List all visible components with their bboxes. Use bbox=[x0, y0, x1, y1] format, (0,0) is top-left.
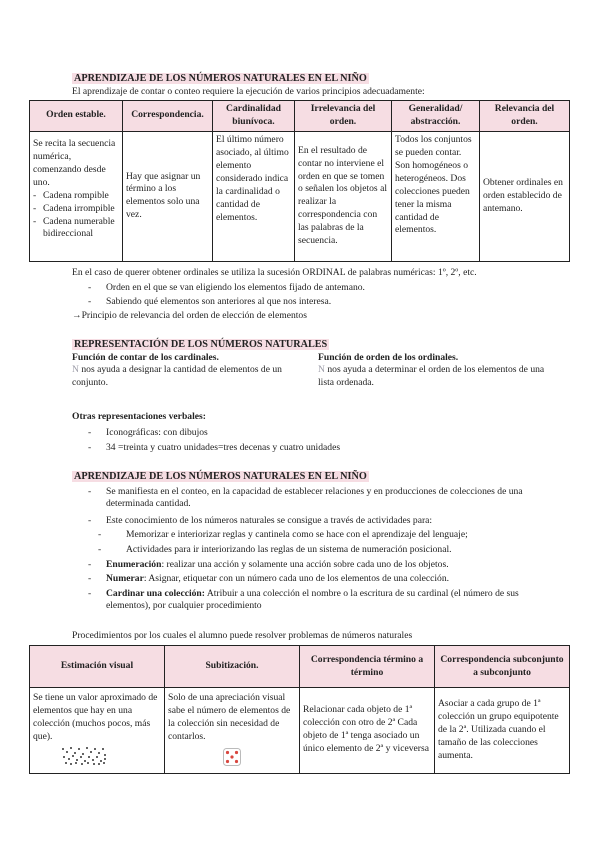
cell-termino-a-termino: Relacionar cada objeto de 1ª colección con otro de 2ª Cada objeto de 1ª tenga asociado un único elemento de 2ª y viceversa bbox=[300, 688, 435, 774]
other-item-text: Iconográficas: con dibujos bbox=[106, 427, 208, 438]
ordinal-function-text bbox=[318, 364, 548, 389]
other-item-1: - Iconográficas: con dibujos bbox=[88, 427, 548, 439]
ordinal-item-text: Orden en el que se van eligiendo los elementos fijado de antemano. bbox=[106, 282, 365, 293]
numerar-label: Numerar bbox=[106, 573, 144, 584]
list-item: - Cadena numerable bidireccional bbox=[33, 216, 119, 242]
scattered-dots-icon bbox=[61, 746, 107, 766]
cardinal-function-text bbox=[72, 364, 300, 389]
header-subitizacion: Subitización. bbox=[165, 646, 300, 688]
ordinal-function-title: Función de orden de los ordinales. bbox=[318, 352, 459, 363]
learning-item-4: - Numerar: Asignar, etiquetar con un número cada uno de los elementos de una colección. bbox=[88, 573, 450, 584]
ordinal-line: En el caso de querer obtener ordinales se utiliza la sucesión ORDINAL de palabras numéricas: 1º, 2º, etc. bbox=[72, 267, 477, 278]
ordinal-item-1: - Orden en el que se van eligiendo los elementos fijado de antemano. bbox=[88, 282, 548, 294]
principles-body-row bbox=[30, 131, 570, 261]
learning-subitem-text: Memorizar e interiorizar reglas y cantinela como se hace con el aprendizaje del lenguaje; bbox=[126, 529, 468, 540]
header-correspondencia: Correspondencia. bbox=[123, 101, 213, 132]
cell-relevancia: Obtener ordinales en orden establecido de antemano. bbox=[480, 131, 570, 261]
cell-subconjunto: Asociar a cada grupo de 1ª colección un grupo equipotente de la 2ª. Utilizada cuando el tamaño de las colecciones aumenta. bbox=[435, 688, 570, 774]
procedures-body-row bbox=[30, 688, 570, 774]
cardinar-label: Cardinar una colección: bbox=[106, 588, 205, 599]
cell-estimacion-visual bbox=[30, 688, 165, 774]
learning-subitem-2: - Actividades para ir interiorizando las reglas de un sistema de numeración posicional. bbox=[98, 544, 548, 556]
die-icon bbox=[223, 748, 241, 766]
header-subconjunto: Correspondencia subconjunto a subconjunto bbox=[435, 646, 570, 688]
learning-item-text: Este conocimiento de los números naturales se consigue a través de actividades para: bbox=[106, 515, 433, 526]
section1-heading bbox=[72, 72, 369, 85]
cell-orden-estable bbox=[30, 131, 123, 261]
ordinal-item-text: Sabiendo qué elementos son anteriores al que nos interesa. bbox=[106, 296, 332, 307]
header-irrelevancia: Irrelevancia del orden. bbox=[295, 101, 392, 132]
cell-correspondencia: Hay que asignar un término a los elementos solo una vez. bbox=[123, 131, 213, 261]
list-item: - Cadena rompible bbox=[33, 190, 119, 203]
section1-intro: El aprendizaje de contar o conteo requiere la ejecución de varios principios adecuadamente: bbox=[72, 86, 425, 97]
principles-table bbox=[29, 100, 570, 262]
learning-item-3: - Enumeración: realizar una acción y solamente una acción sobre cada uno de los objetos. bbox=[88, 559, 449, 570]
estimacion-text: Se tiene un valor aproximado de elementos que hay en una colección (muchos pocos, más que). bbox=[33, 692, 158, 742]
ordinal-function-desc: nos ayuda a determinar el orden de los elementos de una lista ordenada. bbox=[318, 364, 545, 388]
learning-item-text: Se manifiesta en el conteo, en la capacidad de establecer relaciones y en producciones de colecciones de una determinada cantidad. bbox=[106, 486, 523, 510]
cell-generalidad: Todos los conjuntos se pueden contar. Son homogéneos o heterogéneos. Dos colecciones pueden tener la misma cantidad de elementos. bbox=[392, 131, 480, 261]
procedures-intro: Procedimientos por los cuales el alumno puede resolver problemas de números naturales bbox=[72, 630, 413, 641]
cardinal-function-block bbox=[72, 352, 300, 389]
learning-item-2: - Este conocimiento de los números naturales se consigue a través de actividades para: bbox=[88, 515, 548, 527]
other-item-2: - 34 =treinta y cuatro unidades=tres decenas y cuatro unidades bbox=[88, 442, 548, 454]
procedures-table bbox=[29, 645, 570, 774]
naturals-symbol: N bbox=[72, 364, 79, 376]
enumeracion-text: : realizar una acción y solamente una acción sobre cada uno de los objetos. bbox=[161, 559, 449, 570]
header-cardinalidad: Cardinalidad biunívoca. bbox=[213, 101, 295, 132]
section3-title: APRENDIZAJE DE LOS NÚMEROS NATURALES EN EL NIÑO bbox=[74, 471, 367, 482]
procedures-header-row bbox=[30, 646, 570, 688]
header-termino-a-termino: Correspondencia término a término bbox=[300, 646, 435, 688]
cardinal-function-desc: nos ayuda a designar la cantidad de elementos de un conjunto. bbox=[72, 364, 282, 388]
ordinal-item-2: - Sabiendo qué elementos son anteriores al que nos interesa. bbox=[88, 296, 548, 308]
learning-item-1: - Se manifiesta en el conteo, en la capacidad de establecer relaciones y en producciones de colecciones de una determinada cantidad. bbox=[88, 486, 548, 511]
learning-subitem-text: Actividades para ir interiorizando las reglas de un sistema de numeración posicional. bbox=[126, 544, 452, 555]
cell-subitizacion bbox=[165, 688, 300, 774]
list-item: - Cadena irrompible bbox=[33, 203, 119, 216]
naturals-symbol: N bbox=[318, 364, 325, 376]
header-generalidad: Generalidad/ abstracción. bbox=[392, 101, 480, 132]
section3-heading bbox=[72, 470, 369, 483]
principles-header-row bbox=[30, 101, 570, 132]
section1-title: APRENDIZAJE DE LOS NÚMEROS NATURALES EN EL NIÑO bbox=[74, 73, 367, 84]
section2-title: REPRESENTACIÓN DE LOS NÚMEROS NATURALES bbox=[74, 339, 328, 350]
learning-item-5: - Cardinar una colección: Atribuir a una colección el nombre o la escritura de su cardinal (el número de sus elementos), por cualquier procedimiento bbox=[88, 588, 519, 612]
header-estimacion-visual: Estimación visual bbox=[30, 646, 165, 688]
chain-list bbox=[33, 190, 119, 242]
header-relevancia: Relevancia del orden. bbox=[480, 101, 570, 132]
cell-cardinalidad: El último número asociado, al último elemento considerado indica la cardinalidad o cantidad de elementos. bbox=[213, 131, 295, 261]
subitizacion-text: Solo de una apreciación visual sabe el número de elementos de la colección sin necesidad de contarlos. bbox=[168, 692, 291, 742]
other-representations-title: Otras representaciones verbales: bbox=[72, 411, 206, 422]
other-item-text: 34 =treinta y cuatro unidades=tres decenas y cuatro unidades bbox=[106, 442, 341, 453]
section2-heading bbox=[72, 338, 329, 351]
enumeracion-label: Enumeración bbox=[106, 559, 162, 570]
cell-irrelevancia: En el resultado de contar no interviene el orden en que se tomen o señalen los objetos al realizar la correspondencia con las palabras de la secuencia. bbox=[295, 131, 392, 261]
cardinal-function-title: Función de contar de los cardinales. bbox=[72, 352, 219, 363]
relevance-principle-line: →Principio de relevancia del orden de elección de elementos bbox=[72, 310, 307, 321]
numerar-text: : Asignar, etiquetar con un número cada uno de los elementos de una colección. bbox=[143, 573, 450, 584]
header-orden-estable: Orden estable. bbox=[30, 101, 123, 132]
cardinar-text: Atribuir a una colección el nombre o la escritura de su cardinal (el número de sus elementos), por cualquier procedimiento bbox=[106, 588, 519, 612]
ordinal-function-block bbox=[318, 352, 548, 389]
orden-estable-text: Se recita la secuencia numérica, comenzando desde uno. bbox=[33, 137, 116, 188]
learning-subitem-1: - Memorizar e interiorizar reglas y cantinela como se hace con el aprendizaje del lenguaje; bbox=[98, 529, 548, 541]
